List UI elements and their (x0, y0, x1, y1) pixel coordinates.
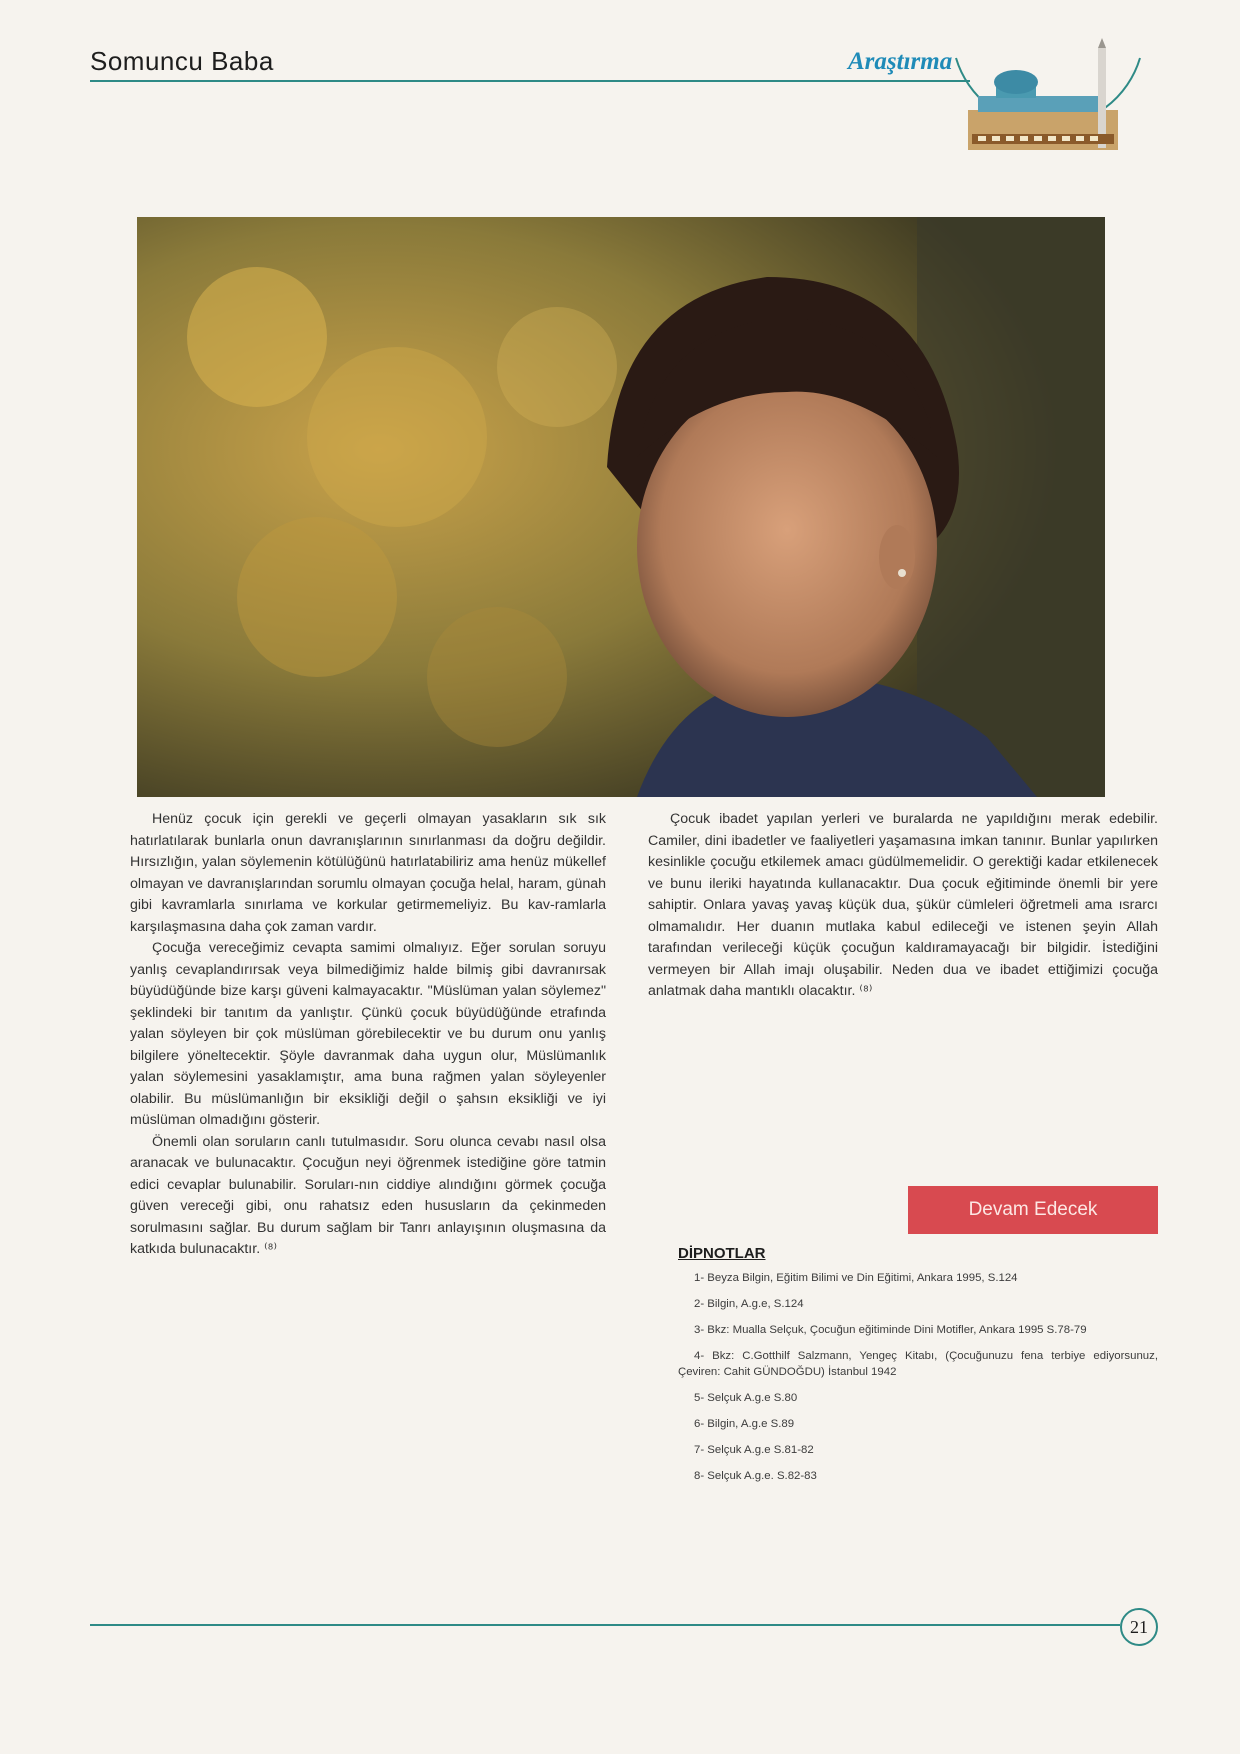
left-paragraph-2: Çocuğa vereceğimiz cevapta samimi olmalıyız. Eğer sorulan soruyu yanlış cevaplandırırsak veya bilmediğimiz halde bilmiş gibi davranırsak büyüdüğünde bize karşı güveni kalmayacaktır. "Müslüman yalan söylemez" şeklindeki bir tanıtım da yanlıştır. Çünkü çocuk büyüdüğünde etrafında yalan söyleyen bir çok müslüman görebilecektir ve bu durum onu yanlış bilgilere yöneltecektir. Şöyle davranmak daha uygun olur, Müslümanlık yalan söylemesini yasaklamıştır, ama buna rağmen yalan söyleyenler olabilir. Bu müslümanlığın bir eksikliği değil o şahsın eksikliği ve iyi müslüman olmadığını gösterir. (130, 940, 606, 1128)
header-rule (90, 80, 970, 82)
magazine-name: Somuncu Baba (90, 46, 274, 76)
left-column (130, 809, 606, 1261)
section-label: Araştırma (848, 48, 953, 75)
footnote-item: 6- Bilgin, A.g.e S.89 (694, 1418, 795, 1430)
footnotes-title: DİPNOTLAR (678, 1245, 766, 1262)
footnote-item: 5- Selçuk A.g.e S.80 (694, 1392, 798, 1404)
footnote-item: 7- Selçuk A.g.e S.81-82 (694, 1444, 814, 1456)
mosque-emblem-icon (948, 38, 1148, 186)
page-number (1120, 1608, 1158, 1646)
continue-badge (908, 1186, 1158, 1234)
right-column (648, 809, 1158, 1003)
footnote-item: 3- Bkz: Mualla Selçuk, Çocuğun eğitiminde Dini Motifler, Ankara 1995 S.78-79 (694, 1324, 1087, 1336)
left-paragraph-1: Henüz çocuk için gerekli ve geçerli olmayan yasakların sık sık hatırlatılarak bunlarla onun davranışlarının sınırlanması da doğru değildir. Hırsızlığın, yalan söylemenin kötülüğünü hatırlatabiliriz ama henüz mükellef olmayan ve davranışlarından sorumlu olmayan çocuğa helal, haram, günah gibi kavramlarla sınırlama ve korkular getirmemeliyiz. Bu kav-ramlarla karşılaşmasına daha çok zaman vardır. (130, 811, 606, 935)
footnote-item: 2- Bilgin, A.g.e, S.124 (694, 1298, 804, 1310)
footnotes (678, 1246, 1158, 1494)
footnote-item: 4- Bkz: C.Gotthilf Salzmann, Yengeç Kitabı, (Çocuğunuzu fena terbiye ediyorsunuz, Çeviren: Cahit GÜNDOĞDU) İstanbul 1942 (678, 1350, 1158, 1378)
footnote-item: 8- Selçuk A.g.e. S.82-83 (694, 1470, 817, 1482)
child-photo (137, 217, 1105, 797)
left-paragraph-3: Önemli olan soruların canlı tutulmasıdır. Soru olunca cevabı nasıl olsa aranacak ve bulunacaktır. Çocuğun neyi öğrenmek istediğine göre tatmin edici cevaplar bulunabilir. Soruları-nın ciddiye alındığını görmek çocuğa güven vereceği gibi, onu rahatsız eden hususların da çekinmeden sorulmasını sağlar. Bu durum sağlam bir Tanrı anlayışının oluşmasına da katkıda bulunacaktır. ⁽⁸⁾ (130, 1133, 606, 1257)
continue-label: Devam Edecek (968, 1199, 1098, 1220)
footer-rule (90, 1624, 1120, 1626)
footnote-item: 1- Beyza Bilgin, Eğitim Bilimi ve Din Eğitimi, Ankara 1995, S.124 (694, 1272, 1018, 1284)
page-number-value: 21 (1130, 1616, 1148, 1637)
right-paragraph-1: Çocuk ibadet yapılan yerleri ve buralarda ne yapıldığını merak edebilir. Camiler, dini ibadetler ve faaliyetleri yaşamasına imkan tanınır. Bunlar yapılırken kesinlikle çocuğu etkilemek amacı güdülmemelidir. O gerektiği kadar etkilenecek ve bunu ileriki hayatında kullanacaktır. Dua çocuk eğitiminde önemli bir yere sahiptir. Onlara yavaş yavaş küçük dua, şükür cümleleri öğretmeli ama ısrarcı olmamalıdır. Her duanın mutlaka kabul edileceği ve istenen şeyin Allah tarafından verileceği küçük çocuğun kaldıramayacağı bir bilgidir. İstediğini vermeyen bir Allah imajı oluşabilir. Neden dua ve ibadet ettiğimizi çocuğa anlatmak daha mantıklı olacaktır. ⁽⁸⁾ (648, 811, 1158, 999)
